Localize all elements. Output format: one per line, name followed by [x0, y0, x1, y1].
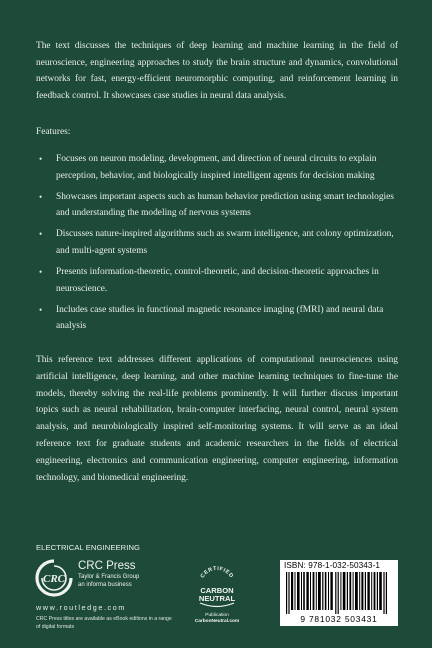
carbon-url: CarbonNeutral.com: [194, 619, 240, 624]
carbon-publication-label: Publication: [205, 613, 229, 618]
neutral-text: NEUTRAL: [198, 594, 236, 603]
feature-text: Focuses on neuron modeling, development, and direction of neural circuits to explain perception, behavior, and biologically inspired intelligent agents for decision making: [56, 154, 377, 181]
isbn-number: ISBN: 978-1-032-50343-1: [284, 561, 381, 570]
publisher-group: Taylor & Francis Group: [78, 574, 140, 580]
crc-press-logo-icon: [34, 558, 74, 598]
publisher-website: www.routledge.com: [36, 603, 126, 612]
svg-text:CERTIFIED: [200, 566, 235, 580]
carbon-neutral-seal-icon: [192, 564, 242, 612]
feature-item: [36, 302, 398, 335]
intro-paragraph: The text discusses the techniques of deep learning and machine learning in the field of neuroscience, engineering approaches to study the brain structure and dynamics, convolutional networks for fast, energy-efficient neuromorphic computing, and reinforcement learning in feedback control. It showcases case studies in neural data analysis.: [36, 41, 398, 101]
isbn-barcode-box: [280, 560, 398, 626]
bullet-icon: •: [39, 304, 43, 315]
crc-logo-text: CRC: [42, 573, 66, 585]
carbon-certified-text: CERTIFIED: [199, 565, 235, 580]
feature-item: [36, 264, 398, 297]
feature-text: Showcases important aspects such as human behavior prediction using smart technologies and understanding the modeling of nervous systems: [56, 191, 394, 219]
bullet-icon: •: [39, 229, 43, 240]
publisher-business: an informa business: [78, 582, 132, 588]
publisher-name: CRC Press: [78, 560, 136, 572]
feature-text: Presents information-theoretic, control-theoretic, and decision-theoretic approaches in neuroscience.: [56, 267, 379, 294]
bullet-icon: •: [39, 154, 43, 164]
feature-item: [36, 151, 398, 184]
bullet-icon: •: [39, 191, 43, 202]
ebook-note: CRC Press titles are available as eBook editions in a range of digital formats: [36, 616, 172, 630]
body-paragraph: This reference text addresses different applications of computational neurosciences using artificial intelligence, deep learning, and other machine learning techniques to fine-tune the models, thereby solving the real-life problems prominently. It will further discuss important topics such as neural rehabilitation, brain-computer interfacing, neural control, neural system analysis, and neurobiologically inspired self-monitoring systems. It will serve as an ideal reference text for graduate students and academic researchers in the fields of electrical engineering, electronics and communication engineering, computer engineering, information technology, and biomedical engineering.: [36, 355, 398, 483]
feature-text: Discusses nature-inspired algorithms such as swarm intelligence, ant colony optimization, and multi-agent systems: [56, 229, 394, 256]
feature-item: [36, 226, 398, 259]
features-list: [36, 151, 398, 339]
carbon-neutral-badge: [182, 564, 252, 634]
bullet-icon: •: [39, 267, 43, 278]
barcode-icon: [284, 572, 394, 614]
subject-category: ELECTRICAL ENGINEERING: [36, 543, 141, 552]
feature-item: [36, 189, 398, 222]
features-heading: Features:: [36, 127, 71, 137]
carbon-text: CARBON: [200, 586, 234, 595]
barcode-digits: 9 781032 503431: [300, 614, 378, 624]
crc-press-wordmark: [78, 560, 139, 589]
feature-text: Includes case studies in functional magnetic resonance imaging (fMRI) and neural data analysis: [56, 304, 384, 332]
